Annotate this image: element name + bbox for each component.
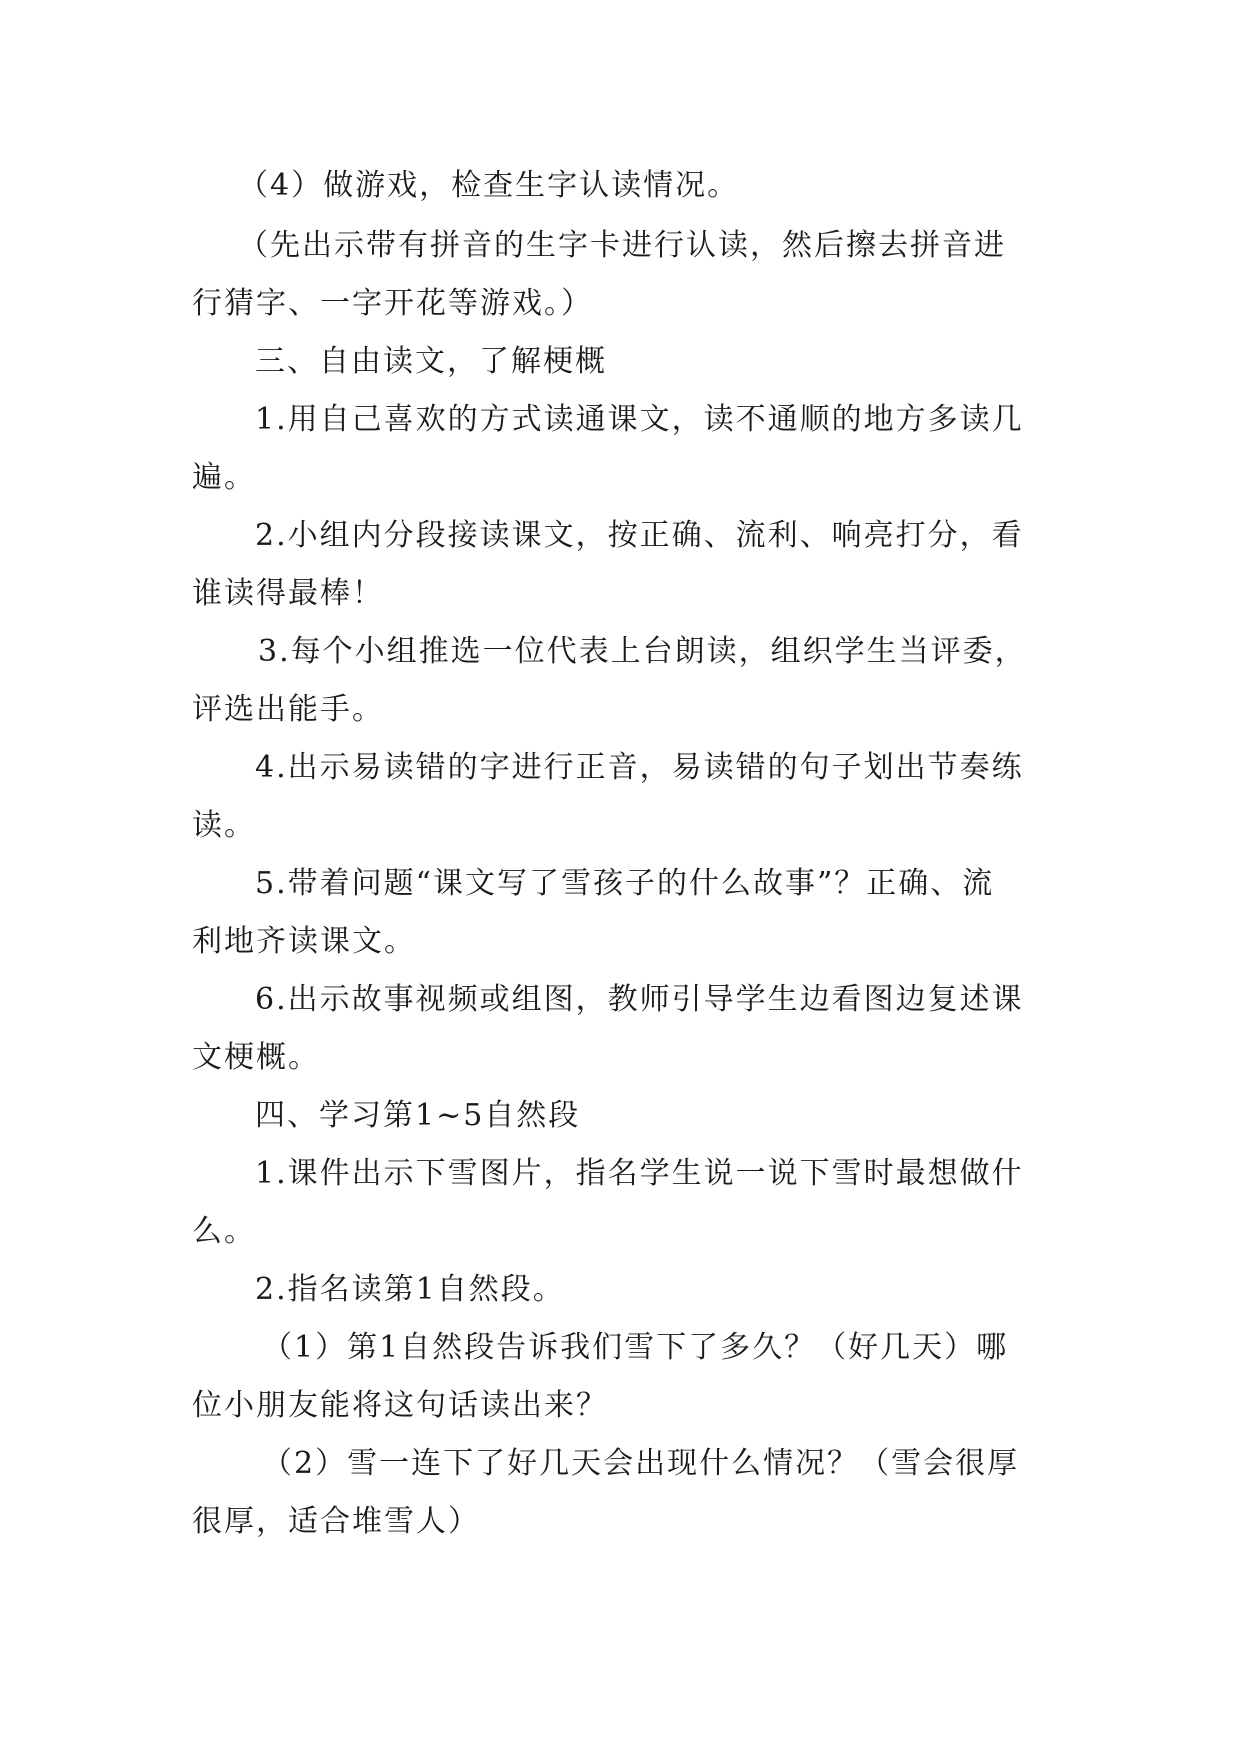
- text-line: 文梗概。: [192, 1040, 320, 1075]
- text-line: 2.小组内分段接读课文，按正确、流利、响亮打分，看: [255, 518, 1024, 553]
- text-line: 评选出能手。: [192, 692, 384, 727]
- text-line: （2）雪一连下了好几天会出现什么情况？（雪会很厚: [262, 1446, 1020, 1481]
- text-line: 很厚，适合堆雪人）: [192, 1504, 480, 1539]
- text-line: （4）做游戏，检查生字认读情况。: [238, 168, 740, 203]
- section-heading: 三、自由读文，了解梗概: [255, 344, 607, 379]
- section-heading: 四、学习第1~5自然段: [255, 1098, 581, 1133]
- text-line: 么。: [192, 1214, 256, 1249]
- text-line: 谁读得最棒！: [192, 576, 384, 611]
- text-line: 位小朋友能将这句话读出来？: [192, 1388, 608, 1423]
- text-line: （先出示带有拼音的生字卡进行认读，然后擦去拼音进: [238, 228, 1006, 263]
- text-line: 1.课件出示下雪图片，指名学生说一说下雪时最想做什: [255, 1156, 1024, 1191]
- text-line: 遍。: [192, 460, 256, 495]
- text-line: 2.指名读第1自然段。: [255, 1272, 565, 1307]
- text-line: 利地齐读课文。: [192, 924, 416, 959]
- text-line: 读。: [192, 808, 256, 843]
- text-line: 6.出示故事视频或组图，教师引导学生边看图边复述课: [255, 982, 1024, 1017]
- text-line: 4.出示易读错的字进行正音，易读错的句子划出节奏练: [255, 750, 1024, 785]
- text-line: （1）第1自然段告诉我们雪下了多久？（好几天）哪: [262, 1330, 1009, 1365]
- text-line: 1.用自己喜欢的方式读通课文，读不通顺的地方多读几: [255, 402, 1024, 437]
- text-line: 行猜字、一字开花等游戏。）: [192, 286, 593, 321]
- text-line: 5.带着问题“课文写了雪孩子的什么故事”？正确、流: [255, 866, 995, 901]
- text-line: 3.每个小组推选一位代表上台朗读，组织学生当评委，: [258, 634, 1027, 669]
